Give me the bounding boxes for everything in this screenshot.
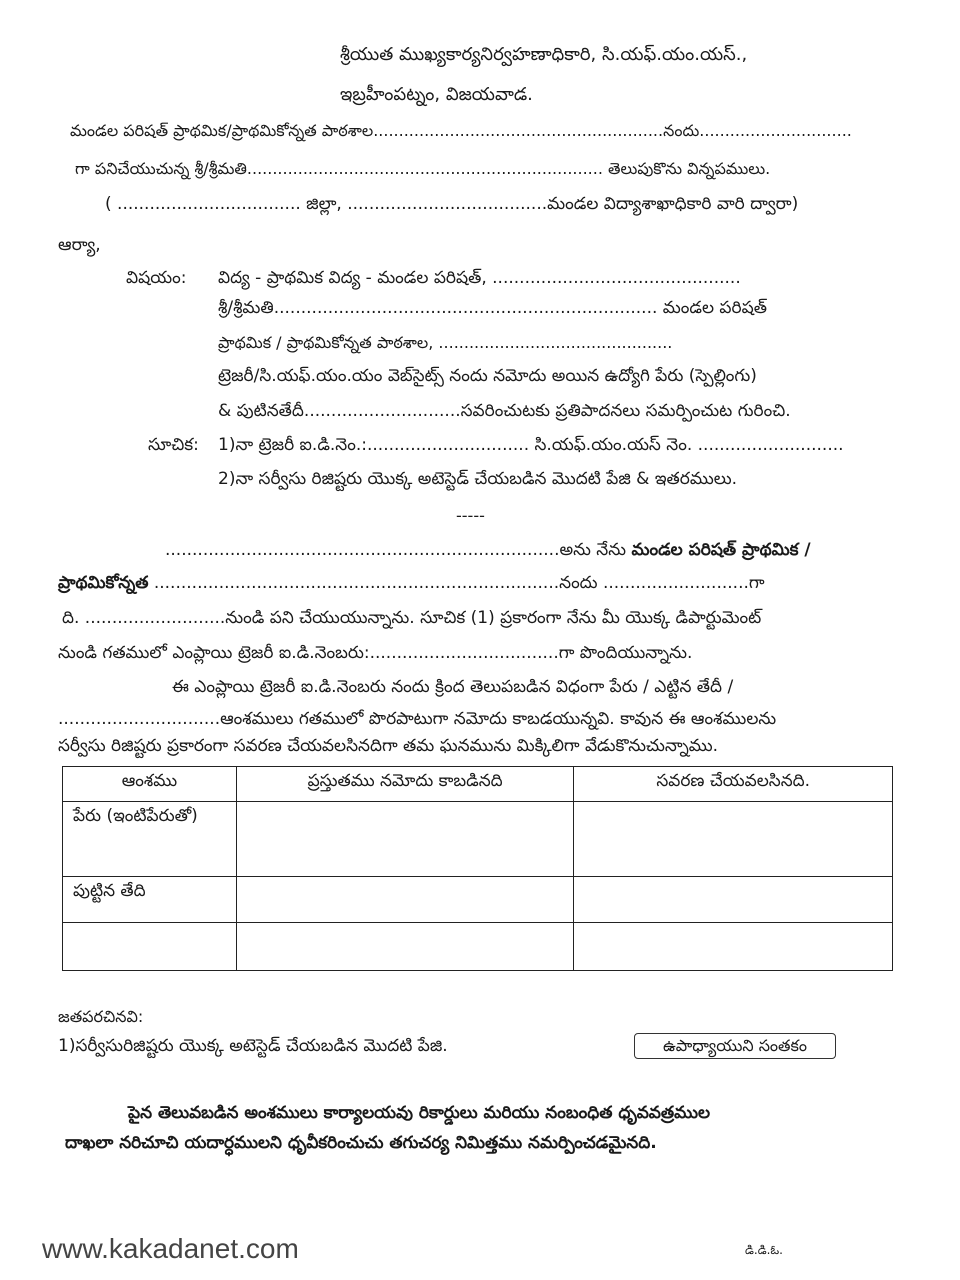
table-cell-current[interactable]	[236, 802, 574, 877]
table-row	[63, 923, 893, 971]
table-header-correction: సవరణ చేయవలసినది.	[574, 767, 893, 802]
table-header-current: ప్రస్తుతము నమోదు కాబడినది	[236, 767, 574, 802]
enclosures-label: జతపరచినవి:	[58, 1007, 144, 1026]
website-watermark: www.kakadanet.com	[42, 1233, 299, 1264]
table-row	[63, 802, 893, 877]
reference-line-2: 2)నా సర్వీసు రిజిష్టరు యొక్క అటెస్టెడ్ చేయబడిన మొదటి పేజి & ఇతరములు.	[218, 469, 738, 489]
body-p1-line-3: ది. ..........................నుండి పని చేయుయున్నాను. సూచిక (1) ప్రకారంగా నేను మీ యొక్క డిపార్టుమెంట్	[62, 608, 762, 628]
body-p2-line-1: ఈ ఎంప్లాయి ట్రెజరీ ఐ.డి.నెంబరు నందు క్రింద తెలుపబడిన విధంగా పేరు / ఎట్టిన తేదీ /	[172, 677, 734, 697]
body-p1-dots: .........................................................................అను నేను	[165, 540, 627, 560]
table-header-item: ఆంశము	[63, 767, 237, 802]
subject-line-5: & పుటినతేదీ.............................సవరించుటకు ప్రతిపాదనలు సమర్పించుట గురించి.	[218, 401, 791, 421]
table-cell-correction[interactable]	[574, 802, 893, 877]
header-line-2: ఇబ్రహీంపట్నం, విజయవాడ.	[340, 84, 533, 105]
reference-label: సూచిక:	[148, 435, 199, 455]
body-p2-line-3: సర్వీసు రిజిష్టరు ప్రకారంగా సవరణ చేయవలసినదిగా తమ ఘనమును మిక్కిలిగా వేడుకొనుచున్నాము.	[58, 736, 718, 756]
intro-line-1: మండల పరిషత్ ప్రాథమిక/ప్రాథమికోన్నత పాఠశాల.........................................................నందు..............................	[70, 121, 852, 140]
subject-line-1: విద్య - ప్రాథమిక విద్య - మండల పరిషత్, ..............................................	[218, 268, 741, 288]
table-cell-current[interactable]	[236, 877, 574, 923]
signature-box: ఉపాధ్యాయుని సంతకం	[634, 1033, 836, 1059]
table-cell-correction[interactable]	[574, 923, 893, 971]
body-p2-line-2: ..............................ఆంశములు గతములో పొరపాటుగా నమోదు కాబడయున్నవి. కావున ఈ ఆంశములను	[58, 709, 777, 729]
body-p1-rest: ...........................................................................నందు ...........................గా	[153, 573, 765, 593]
correction-table	[62, 766, 893, 971]
verification-line-1: పైన తెలువబడిన అంశములు కార్యాలయవు రికార్డులు మరియు నంబంధిత ధృవవత్రముల	[128, 1103, 711, 1123]
separator: -----	[456, 506, 485, 525]
table-cell-item: పేరు (ఇంటిపేరుతో)	[63, 802, 237, 877]
table-cell-item: పుట్టిన తేది	[63, 877, 237, 923]
body-p1-line-1	[165, 540, 811, 560]
salutation: ఆర్యా,	[58, 235, 101, 255]
verification-line-2: దాఖలా నరిచూచి యదార్ధములని ధృవీకరించుచు తగుచర్య నిమిత్తము నమర్పించడమైనది.	[65, 1133, 657, 1153]
reference-line-1: 1)నా ట్రెజరీ ఐ.డి.నెం.:.............................. సి.యఫ్.యం.యస్ నెం. ...........................	[218, 435, 844, 455]
header-line-1: శ్రీయుత ముఖ్యకార్యనిర్వహణాధికారి, సి.యఫ్.యం.యస్.,	[340, 44, 748, 65]
intro-line-2: గా పనిచేయుచున్న శ్రీ/శ్రీమతి...................................................................... తెలుపుకొను విన్నపములు.	[75, 159, 771, 178]
enclosure-item-1: 1)సర్వీసురిజిష్టరు యొక్క అటెస్టెడ్ చేయబడిన మొదటి పేజి.	[58, 1036, 448, 1056]
body-p1-bold-1: మండల పరిషత్ ప్రాథమిక /	[631, 540, 811, 560]
body-p1-line-4: నుండి గతములో ఎంప్లాయి ట్రెజరీ ఐ.డి.నెంబరు:...................................గా పొందియున్నాను.	[58, 643, 693, 663]
table-row	[63, 877, 893, 923]
table-cell-current[interactable]	[236, 923, 574, 971]
table-header-row	[63, 767, 893, 802]
body-p1-bold-2: ప్రాథమికోన్నత	[58, 573, 149, 593]
subject-line-4: ట్రెజరీ/సి.యఫ్.యం.యం వెబ్‌సైట్స్ నందు నమోదు అయిన ఉద్యోగి పేరు (స్పెల్లింగు)	[218, 366, 757, 386]
body-p1-line-2	[58, 573, 765, 593]
subject-line-3: ప్రాథమిక / ప్రాథమికోన్నత పాఠశాల, ..............................................	[218, 333, 673, 352]
table-cell-correction[interactable]	[574, 877, 893, 923]
table-cell-item	[63, 923, 237, 971]
subject-label: విషయం:	[126, 268, 187, 288]
intro-line-3: ( .................................. జిల్లా, .....................................మండల విద్యాశాఖాధికారి వారి ద్వారా)	[105, 194, 799, 214]
subject-line-2: శ్రీ/శ్రీమతి....................................................................... మండల పరిషత్	[218, 298, 767, 318]
office-label: డి.డి.ఓ.	[745, 1243, 783, 1257]
